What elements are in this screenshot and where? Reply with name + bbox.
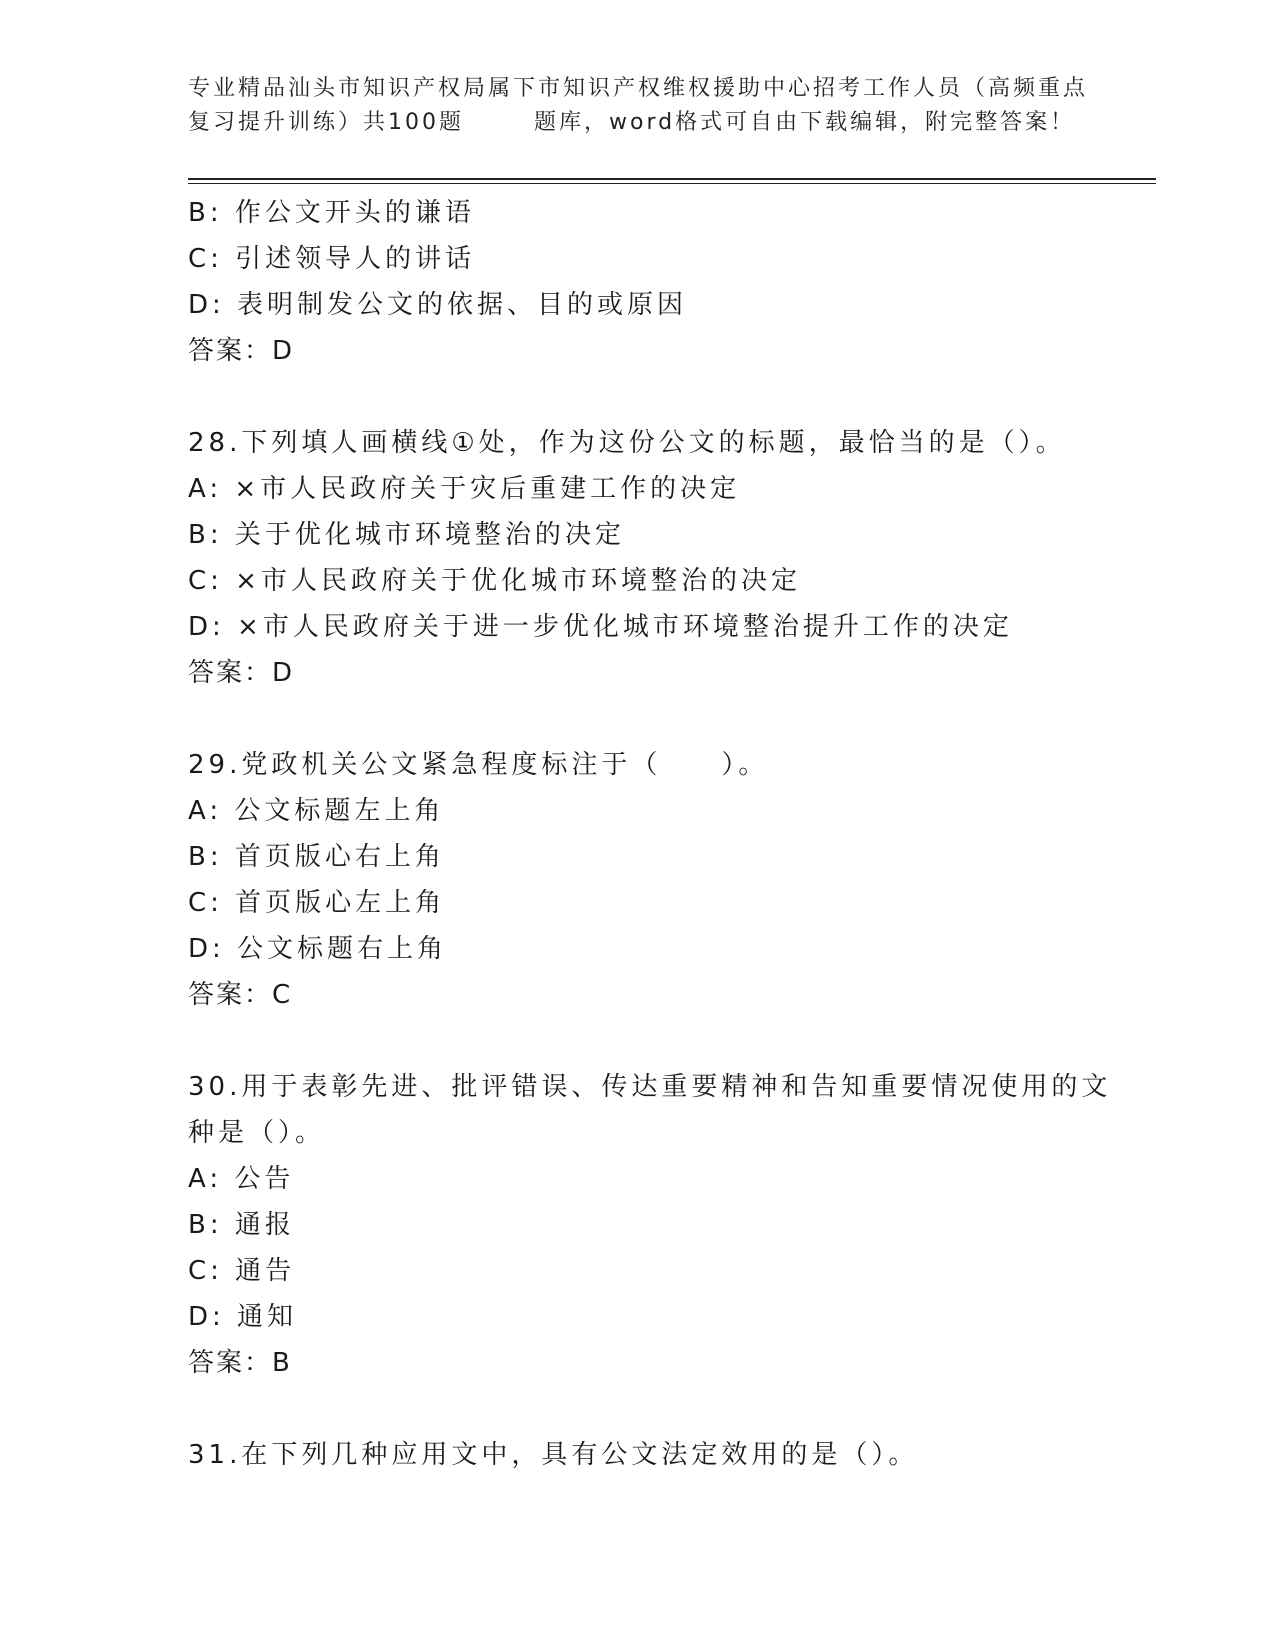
header-title-right: 题库，word格式可自由下载编辑，附完整答案！	[534, 110, 1076, 135]
option-a: A: 公文标题左上角	[188, 796, 445, 826]
question-text: 29.党政机关公文紧急程度标注于（ ）。	[188, 750, 769, 780]
header-rule-thin	[188, 183, 1156, 184]
option-c: C: 引述领导人的讲话	[188, 244, 476, 274]
header-rule-thick	[188, 178, 1156, 180]
answer-line: 答案：D	[188, 658, 295, 688]
option-c: C: 通告	[188, 1256, 296, 1286]
option-b: B: 作公文开头的谦语	[188, 198, 475, 228]
question-29	[188, 742, 1088, 1018]
question-text: 28.下列填人画横线①处，作为这份公文的标题，最恰当的是（）。	[188, 428, 1066, 458]
option-d: D: 表明制发公文的依据、目的或原因	[188, 290, 688, 320]
question-text-line-1: 30.用于表彰先进、批评错误、传达重要精神和告知重要情况使用的文	[188, 1072, 1112, 1102]
header-title-line-1: 专业精品汕头市知识产权局属下市知识产权维权援助中心招考工作人员（高频重点	[188, 76, 1089, 101]
question-28	[188, 420, 1088, 696]
option-d: D: 公文标题右上角	[188, 934, 448, 964]
option-a: A: ×市人民政府关于灾后重建工作的决定	[188, 474, 741, 504]
question-27-continued	[188, 190, 1088, 374]
option-d: D: ×市人民政府关于进一步优化城市环境整治提升工作的决定	[188, 612, 1013, 642]
option-b: B: 首页版心右上角	[188, 842, 445, 872]
option-d: D: 通知	[188, 1302, 298, 1332]
question-text-line-2: 种是（）。	[188, 1118, 326, 1148]
question-30	[188, 1064, 1112, 1386]
header-title-left: 复习提升训练）共100题	[188, 110, 464, 135]
document-header	[188, 72, 1088, 140]
option-c: C: 首页版心左上角	[188, 888, 446, 918]
answer-line: 答案：B	[188, 1348, 292, 1378]
question-content	[188, 190, 1112, 1478]
option-a: A: 公告	[188, 1164, 295, 1194]
question-31	[188, 1432, 1088, 1478]
answer-line: 答案：C	[188, 980, 293, 1010]
question-text: 31.在下列几种应用文中，具有公文法定效用的是（）。	[188, 1440, 919, 1470]
answer-line: 答案：D	[188, 336, 295, 366]
option-c: C: ×市人民政府关于优化城市环境整治的决定	[188, 566, 801, 596]
option-b: B: 关于优化城市环境整治的决定	[188, 520, 625, 550]
header-title-line-2	[188, 106, 1088, 140]
option-b: B: 通报	[188, 1210, 295, 1240]
